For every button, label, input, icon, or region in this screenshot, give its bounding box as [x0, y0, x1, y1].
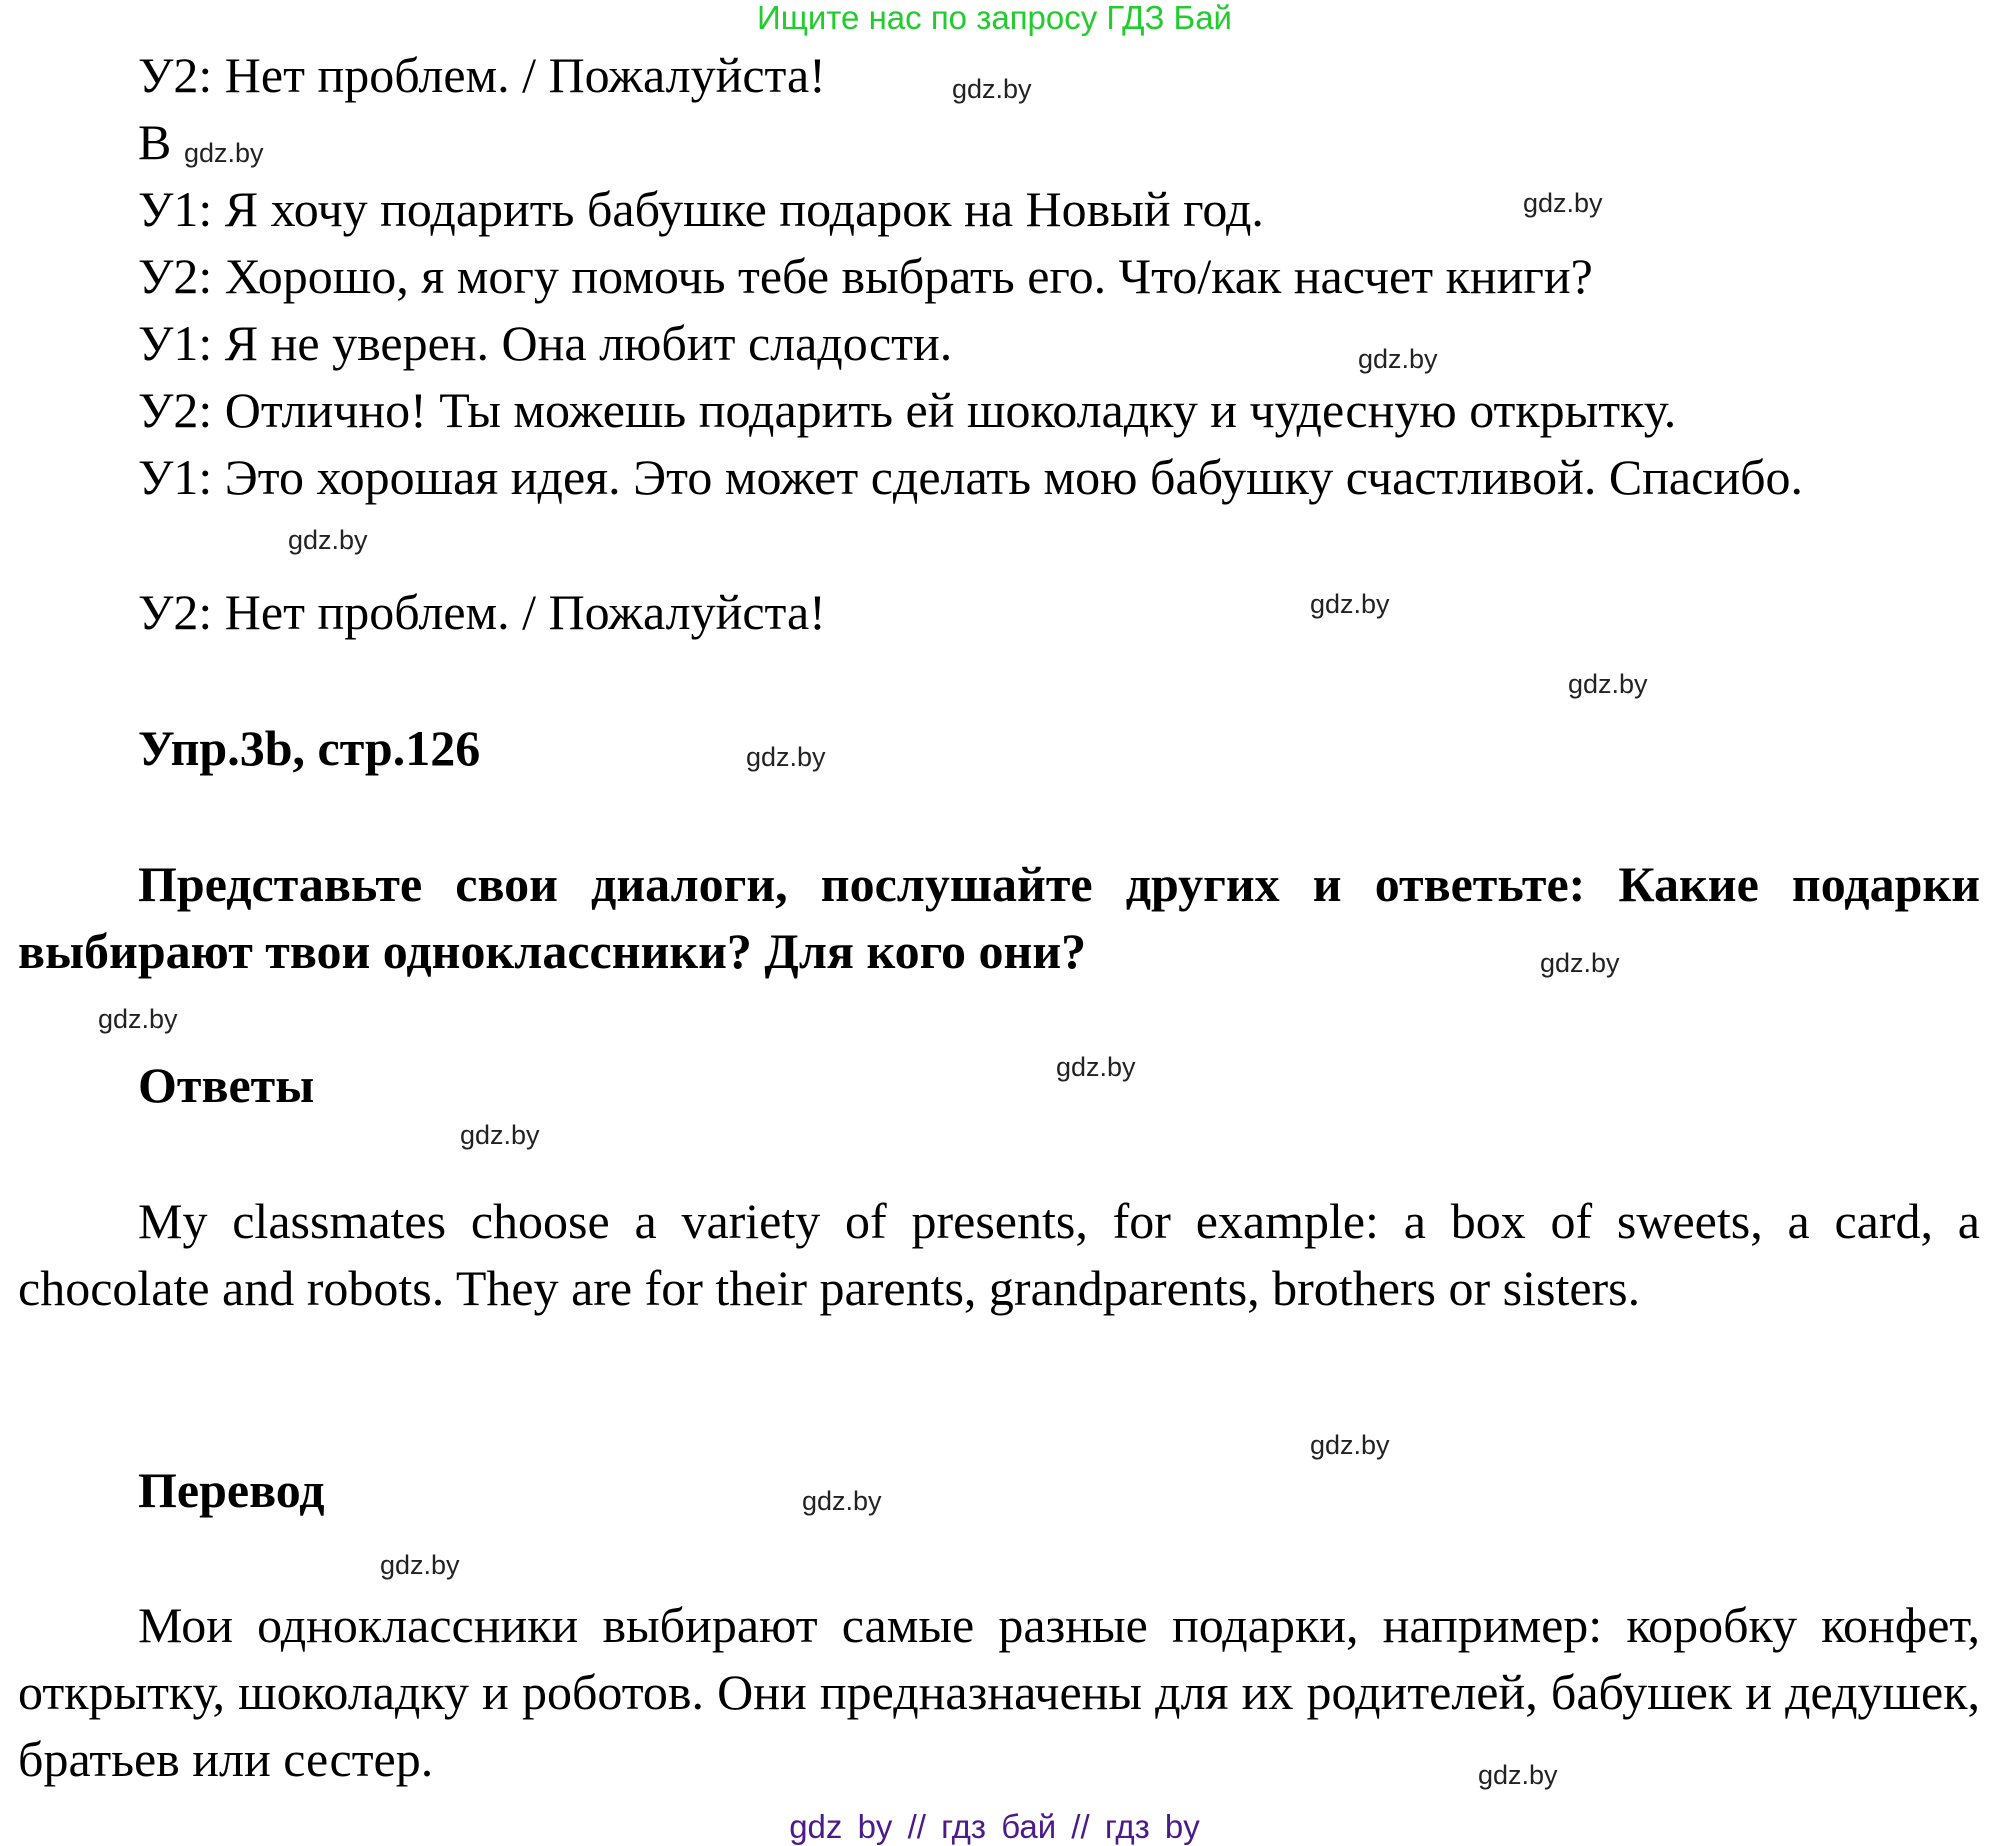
dialogue-paragraph: У1: Это хорошая идея. Это может сделать мою бабушку счастливой. Спасибо.	[138, 449, 1804, 505]
watermark: gdz.by	[288, 525, 368, 555]
watermark: gdz.by	[1310, 1430, 1390, 1460]
dialogue-line: У2: Отлично! Ты можешь подарить ей шоколадку и чудесную открытку.	[138, 382, 1677, 438]
dialogue-line: У2: Хорошо, я могу помочь тебе выбрать его. Что/как насчет книги?	[138, 248, 1593, 304]
watermark: gdz.by	[184, 138, 264, 168]
watermark: gdz.by	[802, 1486, 882, 1516]
answer-paragraph: My classmates choose a variety of presents, for example: a box of sweets, a card, a chocolate and robots. They are for their parents, grandparents, brothers or sisters.	[18, 1193, 1980, 1316]
watermark: gdz.by	[746, 742, 826, 772]
watermark: gdz.by	[1523, 188, 1603, 218]
dialogue-line: У2: Нет проблем. / Пожалуйста!	[138, 584, 826, 640]
watermark: gdz.by	[460, 1120, 540, 1150]
watermark: gdz.by	[1056, 1052, 1136, 1082]
watermark: gdz.by	[1310, 589, 1390, 619]
dialogue-line: У1: Я не уверен. Она любит сладости.	[138, 315, 953, 371]
answers-heading: Ответы	[138, 1057, 315, 1113]
watermark: gdz.by	[380, 1550, 460, 1580]
translation-heading: Перевод	[138, 1462, 325, 1518]
watermark: gdz.by	[98, 1004, 178, 1034]
footer-links: gdz by // гдз бай // гдз by	[789, 1808, 1200, 1845]
watermark: gdz.by	[952, 74, 1032, 104]
exercise-title: Упр.3b, стр.126	[138, 720, 481, 776]
watermark: gdz.by	[1540, 948, 1620, 978]
watermark: gdz.by	[1478, 1760, 1558, 1790]
watermark: gdz.by	[1568, 669, 1648, 699]
translation-paragraph: Мои одноклассники выбирают самые разные подарки, например: коробку конфет, открытку, шоколадку и роботов. Они предназначены для их родителей, бабушек и дедушек, братьев или сестер.	[18, 1597, 1980, 1787]
watermark: gdz.by	[1358, 344, 1438, 374]
section-label: В	[138, 114, 172, 170]
search-banner: Ищите нас по запросу ГДЗ Бай	[757, 0, 1232, 36]
task-text: Представьте свои диалоги, послушайте других и ответьте: Какие подарки выбирают твои одноклассники? Для кого они?	[18, 856, 1980, 979]
dialogue-line: У2: Нет проблем. / Пожалуйста!	[138, 47, 826, 103]
dialogue-line: У1: Я хочу подарить бабушке подарок на Новый год.	[138, 181, 1264, 237]
